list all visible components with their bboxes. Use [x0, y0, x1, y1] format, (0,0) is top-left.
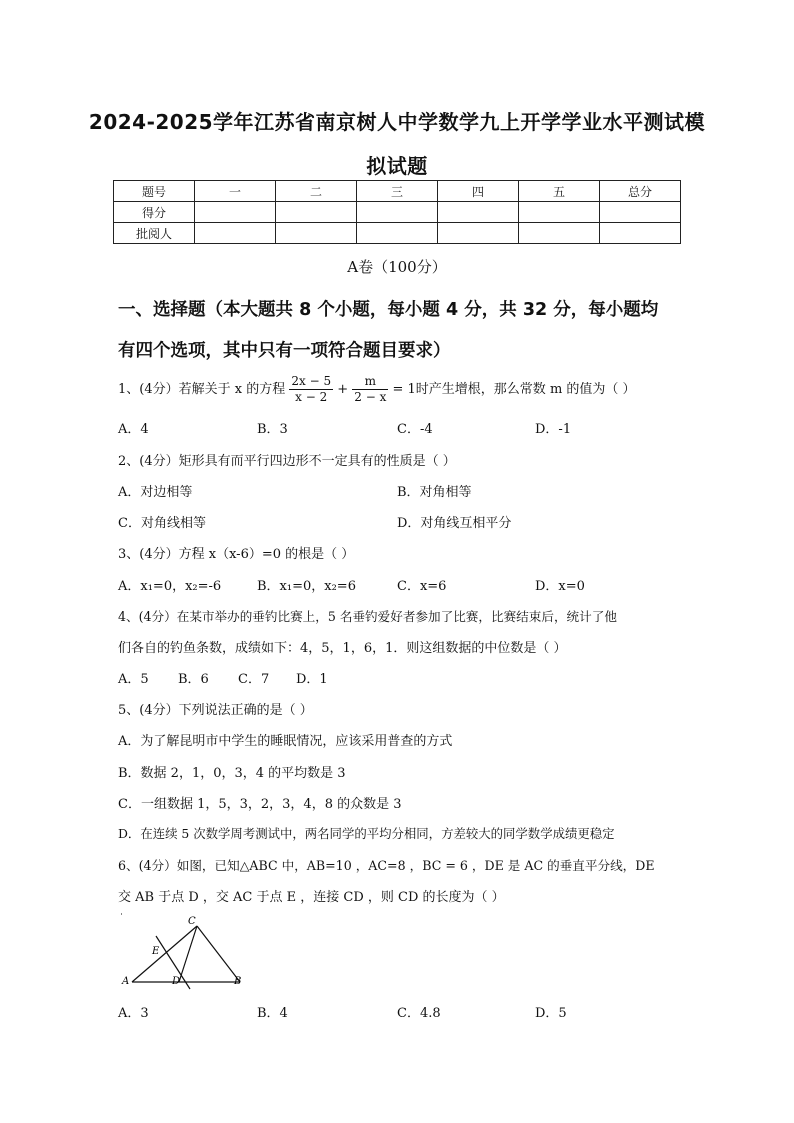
option-a: A．4: [118, 422, 149, 437]
option-d: D．对角线互相平分: [397, 516, 512, 531]
score-table-row: [114, 223, 681, 244]
table-cell: [276, 202, 357, 223]
table-header-cell: 题号: [114, 181, 195, 202]
question-4-line2: 们各自的钓鱼条数，成绩如下：4，5，1，6，1．则这组数据的中位数是（ ）: [118, 641, 567, 656]
fraction-numerator: 2x − 5: [291, 374, 332, 388]
option-d: D．-1: [535, 422, 572, 437]
question-5: 5、(4分）下列说法正确的是（ ）: [118, 703, 313, 718]
table-row-label: 批阅人: [114, 223, 195, 244]
label-e: E: [152, 946, 160, 957]
label-c: C: [188, 916, 196, 927]
fraction: [352, 374, 388, 405]
score-table-header-row: [114, 181, 681, 202]
segment-bc: [197, 926, 240, 982]
table-cell: [357, 202, 438, 223]
table-cell: [600, 202, 681, 223]
table-cell: [357, 223, 438, 244]
table-cell: [195, 223, 276, 244]
option-c: C．一组数据 1，5，3，2，3，4，8 的众数是 3: [118, 797, 402, 812]
fraction: [289, 374, 333, 405]
table-cell: [438, 223, 519, 244]
table-cell: [438, 202, 519, 223]
table-cell: [195, 202, 276, 223]
table-cell: [519, 223, 600, 244]
fraction-denominator: 2 − x: [354, 390, 387, 404]
section-heading-line2: 有四个选项，其中只有一项符合题目要求）: [118, 341, 451, 361]
option-b: B．数据 2，1，0，3，4 的平均数是 3: [118, 766, 346, 781]
table-cell: [600, 223, 681, 244]
option-d: D．x=0: [535, 579, 585, 594]
table-header-cell: 五: [519, 181, 600, 202]
table-cell: [519, 202, 600, 223]
option-b: B．4: [257, 1006, 288, 1021]
question-2: 2、(4分）矩形具有而平行四边形不一定具有的性质是（ ）: [118, 454, 456, 469]
question-4-line1: 4、(4分）在某市举办的垂钓比赛上，5 名垂钓爱好者参加了比赛，比赛结束后，统计了他: [118, 609, 617, 624]
question-text: = 1时产生增根，那么常数 m 的值为（ ）: [392, 382, 636, 397]
option-d: D．1: [296, 672, 328, 687]
question-1: [118, 372, 636, 408]
option-a: A．x₁=0，x₂=-6: [118, 579, 222, 594]
question-3: 3、(4分）方程 x（x-6）=0 的根是（ ）: [118, 547, 355, 562]
option-a: A．对边相等: [118, 485, 193, 500]
plus-sign: +: [337, 382, 349, 397]
label-a: A: [122, 976, 130, 987]
option-a: A．3: [118, 1006, 149, 1021]
score-table-row: [114, 202, 681, 223]
question-6-line2: 交 AB 于点 D ，交 AC 于点 E ，连接 CD ，则 CD 的长度为（ ）: [118, 890, 505, 905]
label-b: B: [234, 976, 242, 987]
option-b: B．x₁=0，x₂=6: [257, 579, 356, 594]
triangle-figure: [118, 912, 246, 992]
document-title-line1: 2024-2025学年江苏省南京树人中学数学九上开学学业水平测试模: [88, 110, 706, 134]
document-title-line2: 拟试题: [366, 154, 428, 178]
volume-title: A卷（100分）: [347, 258, 447, 276]
score-table: [113, 180, 681, 244]
table-header-cell: 总分: [600, 181, 681, 202]
question-text: 1、(4分）若解关于 x 的方程: [118, 382, 286, 397]
option-c: C．-4: [397, 422, 433, 437]
section-heading-line1: 一、选择题（本大题共 8 个小题，每小题 4 分，共 32 分，每小题均: [118, 300, 659, 320]
label-d: D: [172, 976, 181, 987]
option-d: D．5: [535, 1006, 567, 1021]
table-row-label: 得分: [114, 202, 195, 223]
option-a: A．为了解昆明市中学生的睡眠情况，应该采用普查的方式: [118, 734, 453, 749]
question-6-line1: 6、(4分）如图，已知△ABC 中，AB=10 ，AC=8 ，BC = 6 ，DE 是 AC 的垂直平分线，DE: [118, 858, 655, 873]
option-c: C．7: [238, 672, 270, 687]
table-header-cell: 一: [195, 181, 276, 202]
segment-ac: [132, 926, 197, 982]
table-cell: [276, 223, 357, 244]
fraction-numerator: m: [352, 374, 388, 390]
fraction-denominator: x − 2: [295, 390, 328, 404]
table-header-cell: 二: [276, 181, 357, 202]
option-b: B．3: [257, 422, 288, 437]
table-header-cell: 四: [438, 181, 519, 202]
option-b: B．对角相等: [397, 485, 472, 500]
option-c: C．对角线相等: [118, 516, 206, 531]
option-c: C．x=6: [397, 579, 447, 594]
option-c: C．4.8: [397, 1006, 441, 1021]
option-a: A．5: [118, 672, 149, 687]
option-d: D．在连续 5 次数学周考测试中，两名同学的平均分相同，方差较大的同学数学成绩更稳定: [118, 826, 615, 841]
option-b: B．6: [178, 672, 209, 687]
table-header-cell: 三: [357, 181, 438, 202]
